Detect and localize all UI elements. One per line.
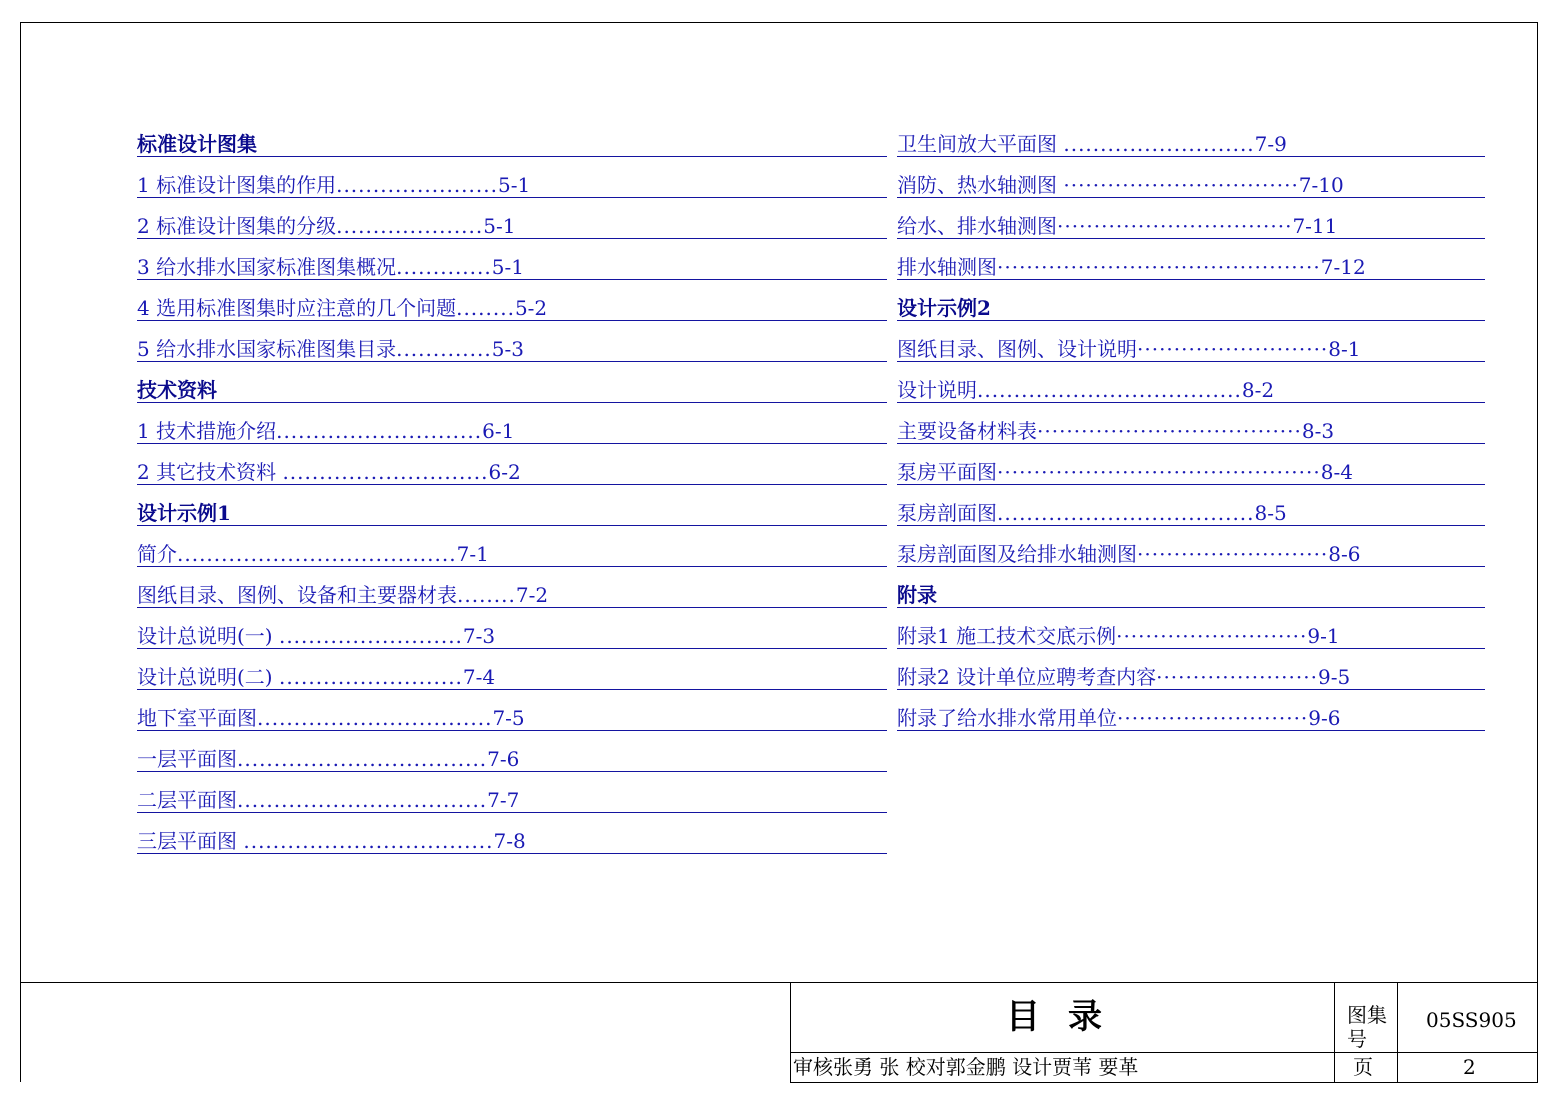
toc-page-number: 7-2 [515,583,549,607]
toc-entry[interactable] [137,255,887,280]
toc-leader-dots: .................................. [237,747,488,771]
toc-entry-title: 设计总说明(一) [137,624,279,648]
title-cell [790,982,1335,1053]
toc-page-number: 7-5 [492,706,525,730]
toc-leader-dots: ·························· [1137,337,1329,361]
toc-entry[interactable] [137,337,887,362]
toc-leader-dots: ································ [1057,214,1293,238]
toc-entry-title: 消防、热水轴测图 [897,173,1064,197]
toc-entry-title: 设计总说明(二) [137,665,279,689]
toc-entry[interactable] [137,296,887,321]
toc-entry[interactable] [137,583,887,608]
toc-entry-title: 地下室平面图 [137,706,257,730]
toc-entry[interactable] [137,542,887,567]
toc-entry-title: 2 其它技术资料 [137,460,283,484]
toc-page-number: 7-8 [493,829,526,853]
sign-row: 审核张勇 张 校对郭金鹏 设计贾苇 要革 [793,1055,1139,1079]
toc-leader-dots: .................................. [243,829,494,853]
toc-entry[interactable] [897,419,1485,444]
atlas-number: 05SS905 [1426,1008,1517,1032]
toc-leader-dots: ·························· [1116,624,1308,648]
title-block [790,982,1538,1083]
toc-page-number: 7-3 [462,624,496,648]
toc-entry-title: 标准设计图集 [137,132,257,156]
atlas-label-cell [1334,982,1398,1053]
toc-leader-dots: ·························· [1117,706,1309,730]
toc-entry[interactable] [897,214,1485,239]
toc-leader-dots: ·························· [1137,542,1329,566]
toc-entry-title: 2 标准设计图集的分级 [137,214,337,238]
toc-entry-title: 设计示例1 [137,501,231,525]
toc-page-number: 8-6 [1328,542,1361,566]
toc-page-number: 7-11 [1292,214,1338,238]
toc-entry-title: 给水、排水轴测图 [897,214,1057,238]
toc-page-number: 6-1 [482,419,515,443]
toc-leader-dots: ............................ [276,419,483,443]
drawing-title: 目录 [1006,997,1130,1037]
toc-leader-dots: ································ [1063,173,1299,197]
toc-leader-dots: ...................... [336,173,498,197]
toc-entry[interactable] [137,747,887,772]
toc-leader-dots: ................................... [997,501,1255,525]
toc-leader-dots: .................... [336,214,484,238]
toc-entry-title: 设计示例2 [897,296,991,320]
toc-page-number: 9-1 [1307,624,1340,648]
toc-entry[interactable] [137,214,887,239]
toc-entry[interactable] [897,624,1485,649]
toc-entry-title: 泵房平面图 [897,460,997,484]
toc-page-number: 7-12 [1320,255,1366,279]
toc-page-number: 7-10 [1298,173,1344,197]
toc-leader-dots: ........ [456,296,515,320]
toc-leader-dots: .................................. [237,788,488,812]
page-number-cell [1397,1052,1538,1083]
toc-page-number: 6-2 [488,460,521,484]
toc-leader-dots: ................................ [257,706,493,730]
toc-entry-title: 1 标准设计图集的作用 [137,173,337,197]
toc-page-number: 5-1 [497,173,531,197]
toc-leader-dots: .......................... [1063,132,1255,156]
toc-entry[interactable] [137,460,887,485]
toc-entry[interactable] [897,460,1485,485]
page-label: 页 [1353,1055,1373,1079]
toc-page-number: 7-4 [462,665,496,689]
toc-section-heading[interactable] [137,132,887,157]
toc-entry-title: 附录 [897,583,937,607]
toc-page-number: 8-3 [1301,419,1335,443]
page-number: 2 [1463,1055,1476,1079]
toc-page-number: 8-4 [1320,460,1353,484]
toc-page-number: 5-2 [514,296,548,320]
toc-page-number: 7-1 [456,542,489,566]
toc-leader-dots: .................................... [977,378,1242,402]
toc-entry-title: 一层平面图 [137,747,237,771]
toc-entry-title: 3 给水排水国家标准图集概况 [137,255,397,279]
toc-entry[interactable] [137,788,887,813]
toc-entry[interactable] [897,706,1485,731]
toc-leader-dots: ············································ [997,255,1321,279]
toc-entry[interactable] [897,255,1485,280]
toc-page-number: 5-1 [491,255,524,279]
toc-entry[interactable] [897,173,1485,198]
toc-entry-title: 二层平面图 [137,788,237,812]
toc-leader-dots: ......................... [278,665,463,689]
toc-entry[interactable] [137,665,887,690]
toc-page-number: 5-3 [491,337,524,361]
toc-entry-title: 5 给水排水国家标准图集目录 [137,337,397,361]
toc-entry-title: 图纸目录、图例、设备和主要器材表 [137,583,457,607]
toc-entry[interactable] [137,419,887,444]
toc-section-heading[interactable] [897,296,1485,321]
atlas-number-cell [1397,982,1538,1053]
toc-entry-title: 三层平面图 [137,829,244,853]
toc-entry-title: 泵房剖面图及给排水轴测图 [897,542,1137,566]
toc-page-number: 8-5 [1254,501,1287,525]
toc-entry[interactable] [897,378,1485,403]
toc-entry[interactable] [137,829,887,854]
toc-leader-dots: ···································· [1037,419,1302,443]
toc-entry-title: 1 技术措施介绍 [137,419,277,443]
sign-cell [790,1052,1335,1083]
toc-entry[interactable] [137,173,887,198]
toc-entry-title: 设计说明 [897,378,977,402]
atlas-label: 图集号 [1347,1003,1387,1051]
toc-leader-dots: ...................................... [177,542,457,566]
toc-page-number: 7-9 [1254,132,1287,156]
toc-leader-dots: ............................ [282,460,489,484]
toc-leader-dots: ············································ [997,460,1321,484]
toc-entry[interactable] [897,542,1485,567]
toc-leader-dots: ........ [457,583,516,607]
toc-entry-title: 附录2 设计单位应聘考查内容 [897,665,1157,689]
toc-entry[interactable] [897,337,1485,362]
toc-page-number: 9-5 [1317,665,1351,689]
toc-entry-title: 技术资料 [137,378,217,402]
toc-entry-title: 主要设备材料表 [897,419,1037,443]
toc-page-number: 5-1 [483,214,516,238]
toc-entry-title: 卫生间放大平面图 [897,132,1064,156]
toc-page-number: 9-6 [1308,706,1341,730]
page-label-cell [1334,1052,1398,1083]
toc-entry[interactable] [137,706,887,731]
toc-entry-title: 泵房剖面图 [897,501,997,525]
toc-section-heading[interactable] [137,378,887,403]
toc-entry-title: 附录了给水排水常用单位 [897,706,1117,730]
toc-entry[interactable] [897,665,1485,690]
toc-section-heading[interactable] [897,583,1485,608]
toc-entry-title: 排水轴测图 [897,255,997,279]
toc-entry[interactable] [137,624,887,649]
toc-entry-title: 附录1 施工技术交底示例 [897,624,1117,648]
toc-leader-dots: ............. [396,337,492,361]
toc-page-number: 7-7 [487,788,520,812]
toc-leader-dots: ······················ [1156,665,1318,689]
toc-page-number: 8-1 [1328,337,1361,361]
toc-page-number: 7-6 [487,747,520,771]
toc-page-number: 8-2 [1241,378,1275,402]
toc-entry-title: 4 选用标准图集时应注意的几个问题 [137,296,457,320]
toc-entry[interactable] [897,132,1485,157]
toc-entry[interactable] [897,501,1485,526]
toc-leader-dots: ......................... [278,624,463,648]
toc-entry-title: 简介 [137,542,177,566]
toc-leader-dots: ............. [396,255,492,279]
toc-entry-title: 图纸目录、图例、设计说明 [897,337,1137,361]
toc-section-heading[interactable] [137,501,887,526]
